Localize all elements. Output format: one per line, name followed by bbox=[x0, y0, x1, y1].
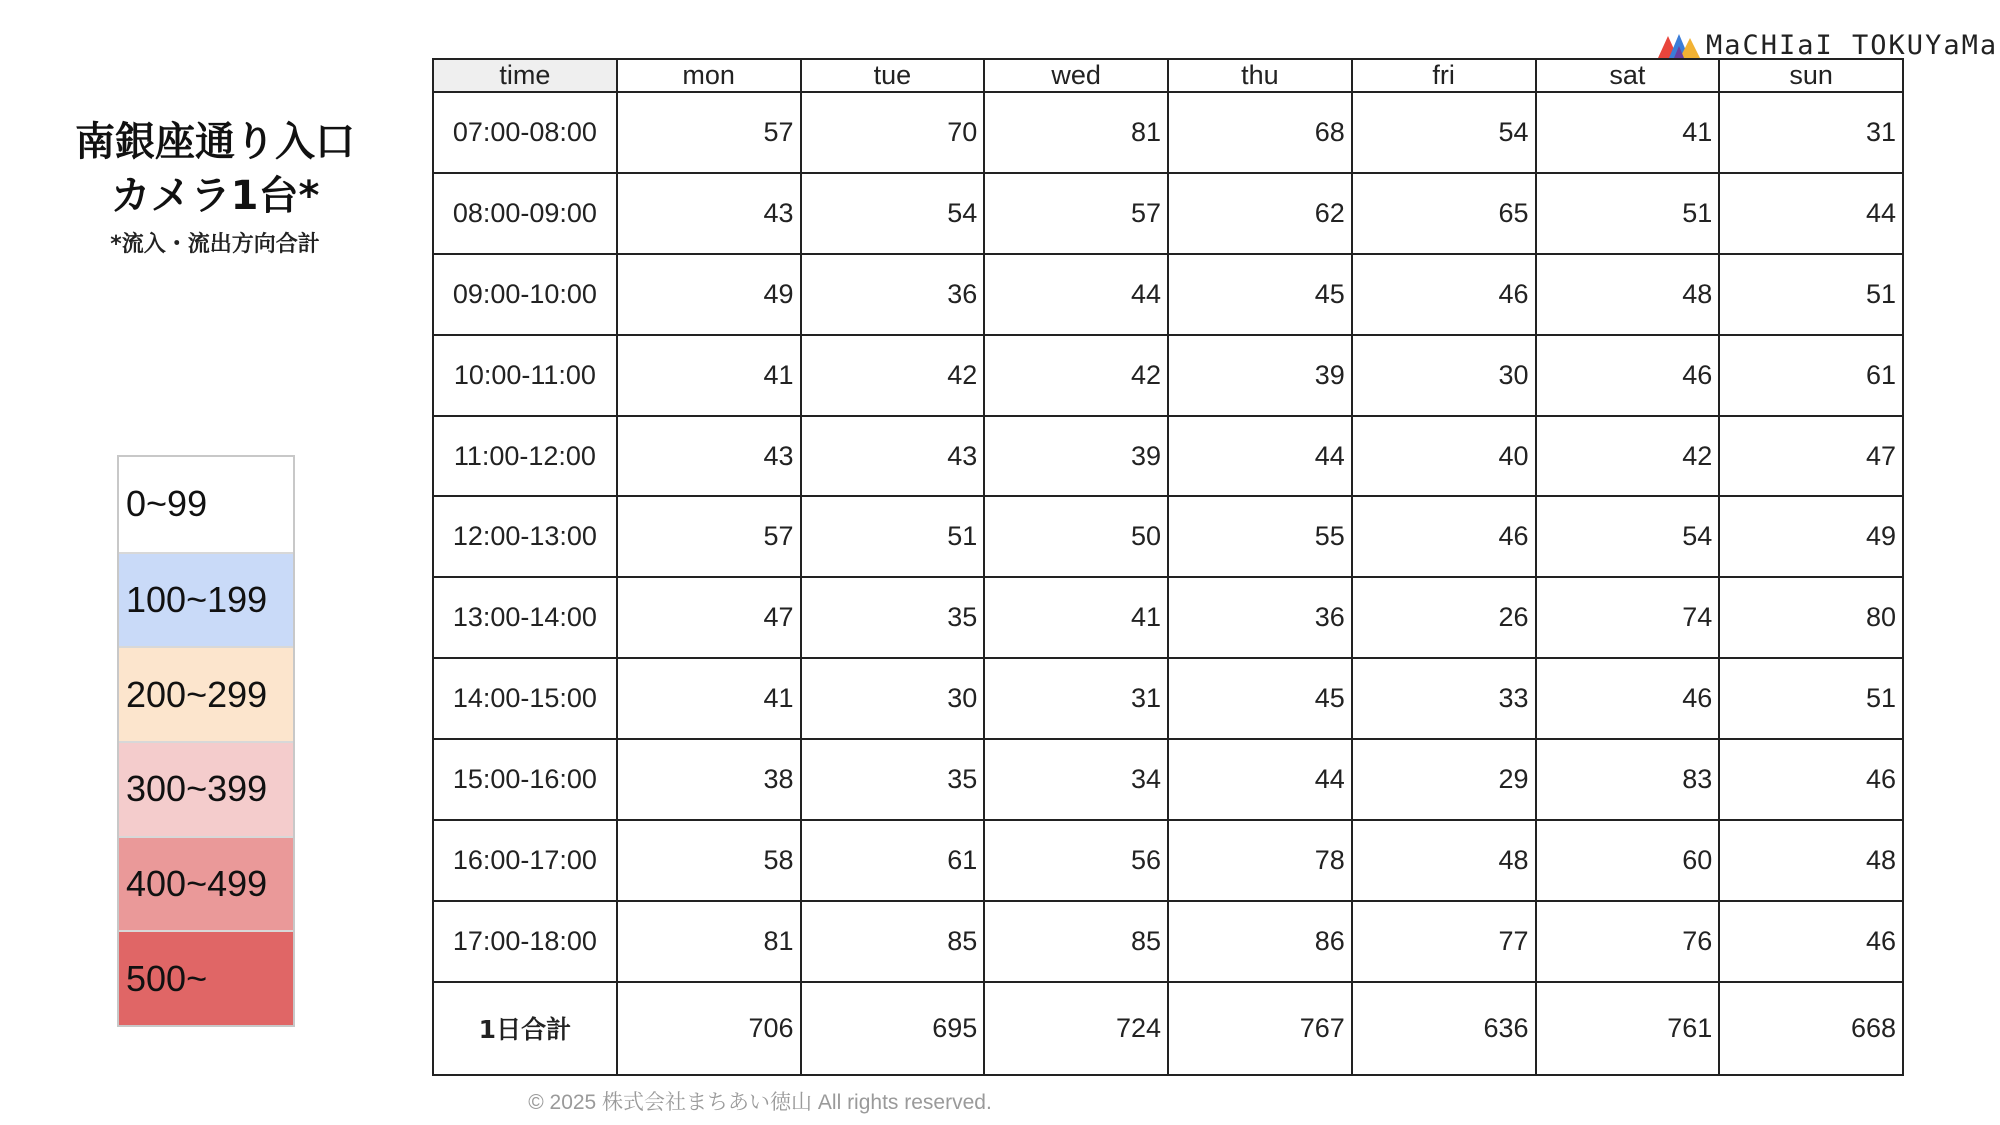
color-legend bbox=[117, 455, 295, 1027]
total-cell: 767 bbox=[1168, 982, 1352, 1075]
table-row bbox=[433, 173, 1903, 254]
legend-item: 400~499 bbox=[119, 836, 293, 931]
table-row bbox=[433, 820, 1903, 901]
column-header-sat: sat bbox=[1536, 59, 1720, 92]
count-cell: 48 bbox=[1536, 254, 1720, 335]
table-header-row bbox=[433, 59, 1903, 92]
count-cell: 81 bbox=[984, 92, 1168, 173]
count-cell: 39 bbox=[984, 416, 1168, 497]
count-cell: 77 bbox=[1352, 901, 1536, 982]
count-cell: 49 bbox=[617, 254, 801, 335]
total-cell: 668 bbox=[1719, 982, 1903, 1075]
table-row bbox=[433, 416, 1903, 497]
count-cell: 57 bbox=[984, 173, 1168, 254]
total-label: 1日合計 bbox=[433, 982, 617, 1075]
legend-item: 300~399 bbox=[119, 741, 293, 836]
legend-item: 100~199 bbox=[119, 552, 293, 647]
legend-item: 500~ bbox=[119, 930, 293, 1025]
count-cell: 44 bbox=[1168, 416, 1352, 497]
count-cell: 51 bbox=[1719, 658, 1903, 739]
count-cell: 68 bbox=[1168, 92, 1352, 173]
count-cell: 54 bbox=[1536, 496, 1720, 577]
title-line-location: 南銀座通り入口 bbox=[75, 119, 355, 165]
time-cell: 12:00-13:00 bbox=[433, 496, 617, 577]
count-cell: 49 bbox=[1719, 496, 1903, 577]
count-cell: 45 bbox=[1168, 254, 1352, 335]
count-cell: 61 bbox=[801, 820, 985, 901]
count-cell: 46 bbox=[1719, 901, 1903, 982]
count-cell: 40 bbox=[1352, 416, 1536, 497]
page-title bbox=[40, 115, 390, 223]
time-cell: 08:00-09:00 bbox=[433, 173, 617, 254]
time-cell: 15:00-16:00 bbox=[433, 739, 617, 820]
count-cell: 46 bbox=[1352, 496, 1536, 577]
count-cell: 48 bbox=[1352, 820, 1536, 901]
table-row bbox=[433, 92, 1903, 173]
count-cell: 42 bbox=[801, 335, 985, 416]
count-cell: 51 bbox=[1719, 254, 1903, 335]
count-cell: 30 bbox=[1352, 335, 1536, 416]
time-cell: 07:00-08:00 bbox=[433, 92, 617, 173]
column-header-time: time bbox=[433, 59, 617, 92]
count-cell: 42 bbox=[984, 335, 1168, 416]
total-cell: 724 bbox=[984, 982, 1168, 1075]
count-cell: 51 bbox=[801, 496, 985, 577]
table-row bbox=[433, 901, 1903, 982]
count-cell: 78 bbox=[1168, 820, 1352, 901]
count-cell: 44 bbox=[1719, 173, 1903, 254]
count-cell: 62 bbox=[1168, 173, 1352, 254]
count-cell: 85 bbox=[984, 901, 1168, 982]
count-cell: 29 bbox=[1352, 739, 1536, 820]
count-cell: 41 bbox=[617, 335, 801, 416]
count-cell: 41 bbox=[617, 658, 801, 739]
title-line-camera: カメラ1台* bbox=[110, 173, 320, 219]
table-row bbox=[433, 254, 1903, 335]
table-row bbox=[433, 658, 1903, 739]
legend-item: 200~299 bbox=[119, 646, 293, 741]
count-cell: 41 bbox=[984, 577, 1168, 658]
time-cell: 13:00-14:00 bbox=[433, 577, 617, 658]
count-cell: 46 bbox=[1536, 335, 1720, 416]
copyright-footer: © 2025 株式会社まちあい徳山 All rights reserved. bbox=[528, 1091, 992, 1114]
total-cell: 706 bbox=[617, 982, 801, 1075]
count-cell: 46 bbox=[1536, 658, 1720, 739]
count-cell: 80 bbox=[1719, 577, 1903, 658]
count-cell: 56 bbox=[984, 820, 1168, 901]
count-cell: 44 bbox=[1168, 739, 1352, 820]
count-cell: 43 bbox=[617, 416, 801, 497]
count-cell: 46 bbox=[1719, 739, 1903, 820]
count-cell: 44 bbox=[984, 254, 1168, 335]
table-row bbox=[433, 335, 1903, 416]
table-row bbox=[433, 739, 1903, 820]
column-header-wed: wed bbox=[984, 59, 1168, 92]
count-cell: 41 bbox=[1536, 92, 1720, 173]
time-cell: 11:00-12:00 bbox=[433, 416, 617, 497]
legend-item: 0~99 bbox=[119, 457, 293, 552]
count-cell: 30 bbox=[801, 658, 985, 739]
column-header-thu: thu bbox=[1168, 59, 1352, 92]
count-cell: 74 bbox=[1536, 577, 1720, 658]
count-cell: 83 bbox=[1536, 739, 1720, 820]
table-row bbox=[433, 496, 1903, 577]
count-cell: 43 bbox=[801, 416, 985, 497]
count-cell: 57 bbox=[617, 92, 801, 173]
count-cell: 86 bbox=[1168, 901, 1352, 982]
count-cell: 65 bbox=[1352, 173, 1536, 254]
title-note: *流入・流出方向合計 bbox=[110, 232, 320, 257]
time-cell: 10:00-11:00 bbox=[433, 335, 617, 416]
logo-wordmark: MaCHIaI TOKUYaMa bbox=[1706, 29, 1999, 61]
time-cell: 14:00-15:00 bbox=[433, 658, 617, 739]
count-cell: 36 bbox=[1168, 577, 1352, 658]
count-cell: 42 bbox=[1536, 416, 1720, 497]
total-row bbox=[433, 982, 1903, 1075]
time-cell: 16:00-17:00 bbox=[433, 820, 617, 901]
count-cell: 76 bbox=[1536, 901, 1720, 982]
count-cell: 50 bbox=[984, 496, 1168, 577]
count-cell: 39 bbox=[1168, 335, 1352, 416]
count-cell: 33 bbox=[1352, 658, 1536, 739]
count-cell: 38 bbox=[617, 739, 801, 820]
count-cell: 61 bbox=[1719, 335, 1903, 416]
count-cell: 81 bbox=[617, 901, 801, 982]
count-cell: 34 bbox=[984, 739, 1168, 820]
time-cell: 09:00-10:00 bbox=[433, 254, 617, 335]
count-cell: 70 bbox=[801, 92, 985, 173]
count-cell: 36 bbox=[801, 254, 985, 335]
total-cell: 636 bbox=[1352, 982, 1536, 1075]
count-cell: 47 bbox=[617, 577, 801, 658]
count-cell: 54 bbox=[1352, 92, 1536, 173]
count-cell: 54 bbox=[801, 173, 985, 254]
count-cell: 60 bbox=[1536, 820, 1720, 901]
time-cell: 17:00-18:00 bbox=[433, 901, 617, 982]
table-row bbox=[433, 577, 1903, 658]
count-cell: 85 bbox=[801, 901, 985, 982]
column-header-fri: fri bbox=[1352, 59, 1536, 92]
count-cell: 47 bbox=[1719, 416, 1903, 497]
count-cell: 58 bbox=[617, 820, 801, 901]
count-cell: 35 bbox=[801, 577, 985, 658]
count-cell: 35 bbox=[801, 739, 985, 820]
total-cell: 761 bbox=[1536, 982, 1720, 1075]
mountain-logo-icon bbox=[1658, 32, 1700, 58]
column-header-mon: mon bbox=[617, 59, 801, 92]
count-cell: 46 bbox=[1352, 254, 1536, 335]
count-cell: 43 bbox=[617, 173, 801, 254]
count-cell: 31 bbox=[1719, 92, 1903, 173]
count-cell: 55 bbox=[1168, 496, 1352, 577]
traffic-table bbox=[432, 58, 1904, 1076]
column-header-sun: sun bbox=[1719, 59, 1903, 92]
brand-logo bbox=[1658, 28, 1998, 62]
count-cell: 48 bbox=[1719, 820, 1903, 901]
count-cell: 31 bbox=[984, 658, 1168, 739]
count-cell: 51 bbox=[1536, 173, 1720, 254]
count-cell: 26 bbox=[1352, 577, 1536, 658]
count-cell: 45 bbox=[1168, 658, 1352, 739]
count-cell: 57 bbox=[617, 496, 801, 577]
total-cell: 695 bbox=[801, 982, 985, 1075]
column-header-tue: tue bbox=[801, 59, 985, 92]
